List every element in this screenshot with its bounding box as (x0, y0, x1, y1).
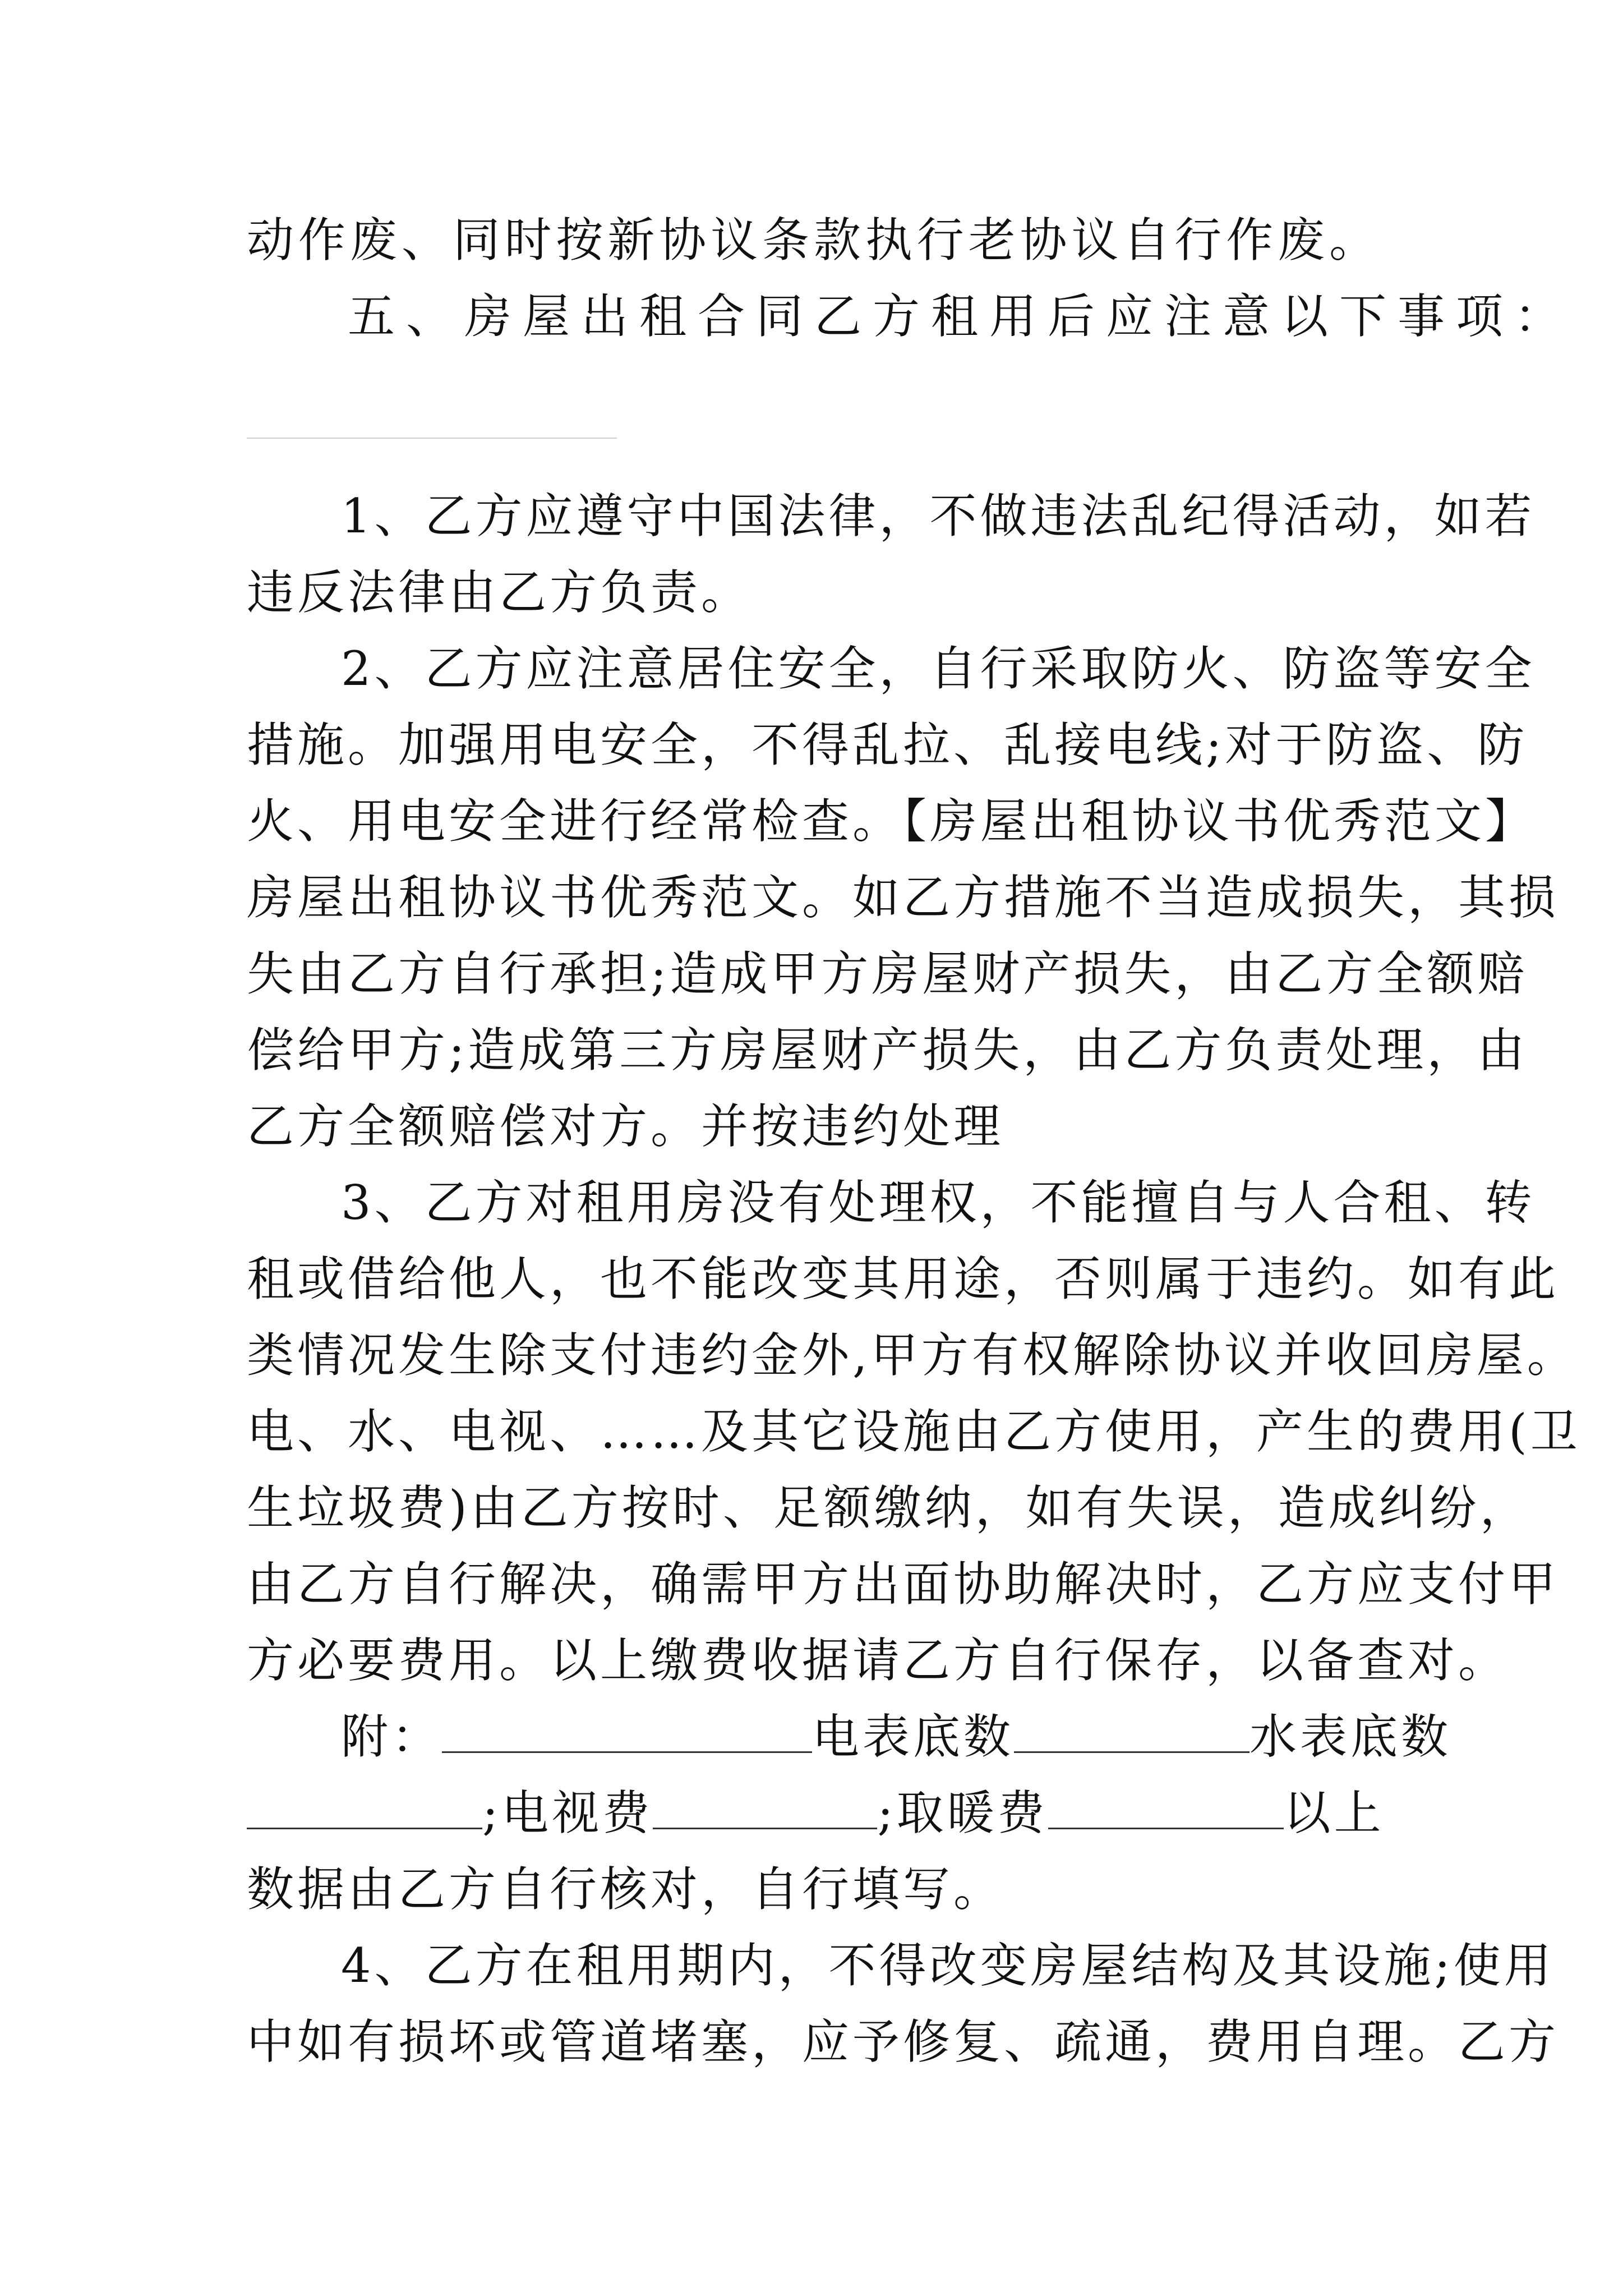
appendix-line (247, 1775, 1385, 1851)
clause-1-line: 违反法律由乙方负责。 (247, 565, 752, 620)
clause-3-line: 3、乙方对租用房没有处理权，不能擅自与人合租、转 (341, 1175, 1536, 1230)
heating-fee-label: ;取暖费 (877, 1786, 1048, 1841)
blank-field[interactable] (442, 1714, 812, 1753)
appendix-line: 数据由乙方自行核对，自行填写。 (247, 1862, 1004, 1917)
clause-3-line: 租或借给他人，也不能改变其用途，否则属于违约。如有此 (247, 1251, 1560, 1306)
water-meter-label: 水表底数 (1249, 1709, 1452, 1764)
clause-1-line: 1、乙方应遵守中国法律，不做违法乱纪得活动，如若 (341, 489, 1536, 544)
clause-3-line: 由乙方自行解决，确需甲方出面协助解决时，乙方应支付甲 (247, 1557, 1560, 1612)
clause-2-line: 2、乙方应注意居住安全，自行采取防火、防盗等安全 (341, 641, 1536, 696)
document-body (247, 202, 1581, 2080)
electric-meter-label: 电表底数 (812, 1709, 1015, 1764)
section-heading-5: 五、房屋出租合同乙方租用后应注意以下事项： (348, 289, 1573, 344)
appendix-above-label: 以上 (1283, 1786, 1385, 1841)
separator-line (247, 438, 617, 439)
text-line: 动作废、同时按新协议条款执行老协议自行作废。 (247, 213, 1380, 268)
blank-field[interactable] (1014, 1714, 1249, 1753)
clause-3-line: 生垃圾费)由乙方按时、足额缴纳，如有失误，造成纠纷， (247, 1480, 1530, 1535)
blank-field[interactable] (247, 1791, 482, 1829)
clause-2-line: 偿给甲方;造成第三方房屋财产损失，由乙方负责处理，由 (247, 1023, 1528, 1078)
clause-3-line: 方必要费用。以上缴费收据请乙方自行保存，以备查对。 (247, 1633, 1509, 1688)
appendix-label: 附： (341, 1709, 442, 1764)
appendix-line (247, 1699, 1452, 1775)
clause-3-line: 电、水、电视、……及其它设施由乙方使用，产生的费用(卫 (247, 1404, 1581, 1459)
blank-field[interactable] (1048, 1791, 1284, 1829)
clause-2-line: 失由乙方自行承担;造成甲方房屋财产损失，由乙方全额赔 (247, 946, 1528, 1001)
clause-2-line: 措施。加强用电安全，不得乱拉、乱接电线;对于防盗、防 (247, 717, 1528, 772)
blank-field[interactable] (653, 1791, 877, 1829)
clause-3-line: 类情况发生除支付违约金外,甲方有权解除协议并收回房屋。 (247, 1328, 1578, 1383)
clause-4-line: 4、乙方在租用期内，不得改变房屋结构及其设施;使用 (341, 1938, 1555, 1993)
clause-2-line: 火、用电安全进行经常检查。【房屋出租协议书优秀范文】 (247, 794, 1536, 849)
tv-fee-label: ;电视费 (482, 1786, 653, 1841)
clause-2-line: 乙方全额赔偿对方。并按违约处理 (247, 1099, 1004, 1154)
clause-2-line: 房屋出租协议书优秀范文。如乙方措施不当造成损失，其损 (247, 870, 1560, 925)
clause-4-line: 中如有损坏或管道堵塞，应予修复、疏通，费用自理。乙方 (247, 2014, 1560, 2069)
